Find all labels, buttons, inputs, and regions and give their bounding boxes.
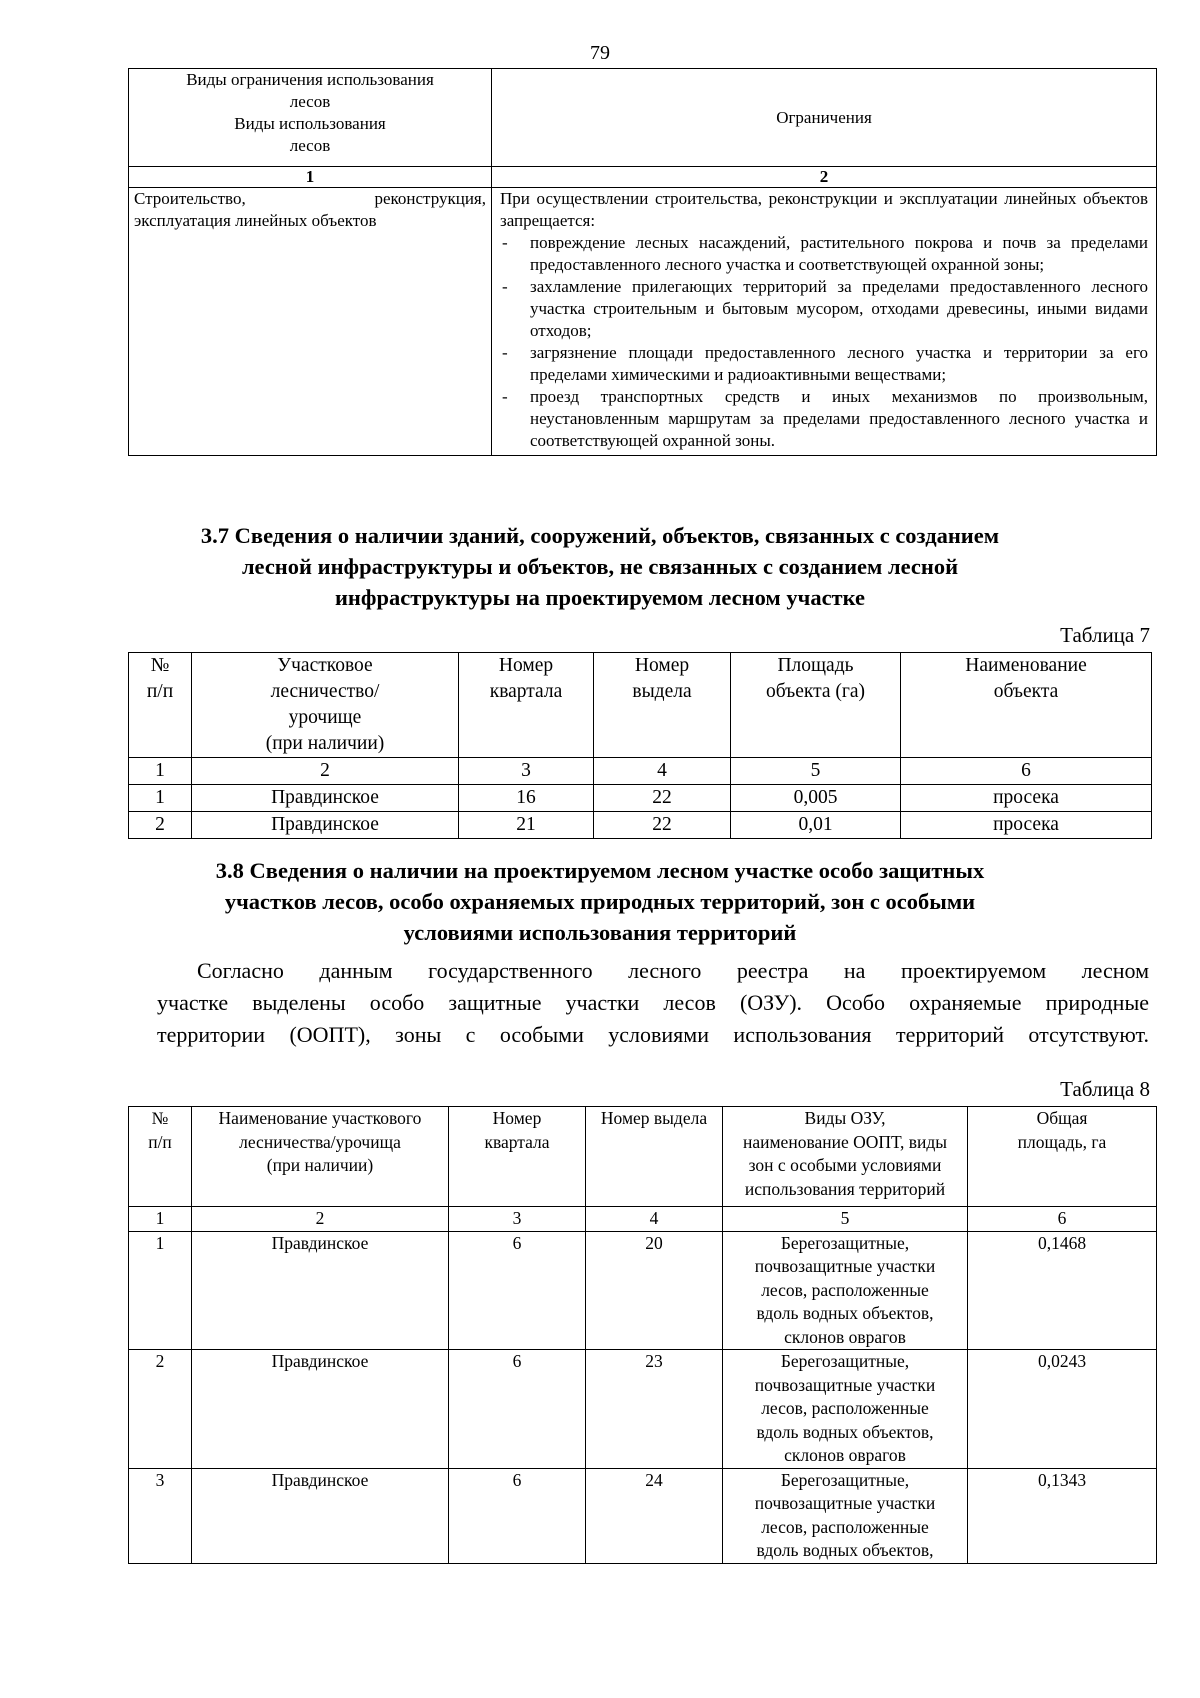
header-line: выдела: [632, 681, 692, 702]
table-row: [129, 1231, 1157, 1350]
header-cell: [449, 1107, 586, 1207]
header-cell: [586, 1107, 723, 1207]
type-line: вдоль водных объектов,: [756, 1421, 934, 1442]
header-cell: [901, 653, 1152, 758]
header-cell: [129, 1107, 192, 1207]
type-line: вдоль водных объектов,: [756, 1540, 934, 1560]
cell-forestry: Правдинское: [192, 1231, 449, 1350]
header-line: лесничество/: [270, 681, 380, 702]
cell-area: 0,01: [731, 812, 901, 839]
cell-quarter: 6: [449, 1468, 586, 1563]
type-line: лесов, расположенные: [761, 1279, 929, 1300]
header-line: зон с особыми условиями: [748, 1155, 942, 1175]
section-3-8-title: [140, 855, 1060, 948]
header-line: лесничества/урочища: [239, 1131, 401, 1152]
header-cell: [192, 653, 459, 758]
header-line: (при наличии): [266, 1155, 374, 1175]
restriction-item: - захламление прилегающих территорий за пределами предоставленного лесного участка строительным и бытовым мусором, отходами древесины, иными видами отходов;: [502, 277, 1148, 340]
column-number-row: [129, 167, 1157, 188]
cell-number: 3: [129, 1468, 192, 1563]
paragraph-line: участке выделены особо защитные участки лесов (ОЗУ). Особо охраняемые природные: [157, 990, 1149, 1015]
table-header-row: [129, 653, 1152, 758]
header-line: лесов: [289, 92, 331, 111]
title-line: участков лесов, особо охраняемых природных территорий, зон с особыми: [224, 889, 976, 914]
cell-ozu-type: [723, 1468, 968, 1563]
header-line: площадь, га: [1017, 1131, 1107, 1152]
paragraph-line: Согласно данным государственного лесного реестра на проектируемом лесном: [197, 958, 1149, 983]
type-line: склонов оврагов: [784, 1326, 906, 1347]
cell-ozu-type: [723, 1350, 968, 1469]
header-line: использования территорий: [744, 1178, 946, 1199]
header-cell: [459, 653, 594, 758]
cell-number: 1: [129, 785, 192, 812]
cell-allotment: 20: [586, 1231, 723, 1350]
column-number: 2: [192, 758, 459, 785]
cell-quarter: 21: [459, 812, 594, 839]
title-line: условиями использования территорий: [403, 920, 797, 945]
header-line: наименование ООПТ, виды: [742, 1131, 948, 1152]
table-row: [129, 812, 1152, 839]
cell-allotment: 22: [594, 785, 731, 812]
header-line: п/п: [146, 681, 174, 702]
cell-number: 1: [129, 1231, 192, 1350]
cell-total-area: 0,1343: [968, 1468, 1157, 1563]
cell-total-area: 0,0243: [968, 1350, 1157, 1469]
header-line: Номер выдела: [600, 1108, 708, 1128]
section-3-8-paragraph: [157, 955, 1149, 1051]
header-cell: [594, 653, 731, 758]
restrictions-cell: [492, 188, 1157, 456]
header-line: Номер: [634, 655, 690, 676]
column-number: 6: [901, 758, 1152, 785]
cell-object-name: просека: [901, 785, 1152, 812]
cell-forestry: Правдинское: [192, 1350, 449, 1469]
cell-forestry: Правдинское: [192, 812, 459, 839]
restriction-text: повреждение лесных насаждений, растительного покрова и почв за пределами предоставленного лесного участка и соответствующей охранной зоны;: [530, 233, 1148, 274]
header-line: Виды использования: [234, 114, 386, 133]
column-number-row: [129, 1207, 1157, 1232]
header-cell: [129, 653, 192, 758]
cell-number: 2: [129, 812, 192, 839]
header-cell: [192, 1107, 449, 1207]
header-line: Номер: [492, 1108, 542, 1128]
column-number: 5: [723, 1207, 968, 1232]
paragraph-line: территории (ООПТ), зоны с особыми условиями использования территорий отсутствуют.: [157, 1022, 1149, 1047]
cell-total-area: 0,1468: [968, 1231, 1157, 1350]
table-8-caption: Таблица 8: [1060, 1077, 1150, 1101]
column-number: 6: [968, 1207, 1157, 1232]
cell-allotment: 23: [586, 1350, 723, 1469]
page-number: 79: [590, 42, 610, 64]
header-line: (при наличии): [265, 733, 385, 754]
header-line: лесов: [289, 136, 331, 155]
use-type-word: Строительство,: [134, 189, 246, 208]
header-line: Виды ограничения использования: [186, 70, 434, 89]
header-line: квартала: [489, 681, 563, 702]
header-line: квартала: [484, 1131, 550, 1152]
table-row: [129, 1468, 1157, 1563]
header-line: Наименование: [965, 655, 1087, 676]
cell-object-name: просека: [901, 812, 1152, 839]
type-line: лесов, расположенные: [761, 1398, 929, 1418]
header-line: п/п: [148, 1131, 172, 1152]
header-line: №: [151, 1108, 169, 1128]
column-number: 2: [492, 167, 1157, 188]
restriction-item: - проезд транспортных средств и иных механизмов по произвольным, неустановленным маршрутам за пределами предоставленного лесного участка и соответствующей охранной зоны.: [502, 387, 1148, 450]
table-row: [129, 188, 1157, 456]
header-line: Номер: [498, 655, 554, 676]
header-line: объекта: [993, 681, 1059, 702]
cell-ozu-type: [723, 1231, 968, 1350]
column-number: 1: [129, 167, 492, 188]
title-line: инфраструктуры на проектируемом лесном участке: [334, 585, 866, 610]
type-line: Берегозащитные,: [780, 1232, 910, 1253]
type-line: Берегозащитные,: [780, 1351, 910, 1371]
cell-allotment: 24: [586, 1468, 723, 1563]
type-line: склонов оврагов: [784, 1445, 906, 1465]
column-number: 3: [449, 1207, 586, 1232]
type-line: почвозащитные участки: [754, 1256, 936, 1276]
table-header-row: [129, 1107, 1157, 1207]
cell-quarter: 6: [449, 1231, 586, 1350]
restrictions-table: [128, 68, 1157, 456]
type-line: почвозащитные участки: [754, 1374, 936, 1395]
column-number: 1: [129, 758, 192, 785]
column-number: 5: [731, 758, 901, 785]
use-type-line: эксплуатация линейных объектов: [134, 211, 377, 230]
column-number: 2: [192, 1207, 449, 1232]
column-number: 4: [586, 1207, 723, 1232]
restriction-text: загрязнение площади предоставленного лесного участка и территории за его пределами химическими и радиоактивными веществами;: [530, 343, 1148, 384]
header-cell-use-types: [129, 69, 492, 167]
type-line: почвозащитные участки: [754, 1493, 936, 1513]
column-number: 3: [459, 758, 594, 785]
restriction-text: захламление прилегающих территорий за пределами предоставленного лесного участка строительным и бытовым мусором, отходами древесины, иными видами отходов;: [530, 277, 1148, 340]
header-line: Виды ОЗУ,: [804, 1108, 886, 1128]
cell-area: 0,005: [731, 785, 901, 812]
use-type-word: реконструкция,: [374, 189, 486, 208]
column-number: 1: [129, 1207, 192, 1232]
restriction-intro: При осуществлении строительства, реконструкции и эксплуатации линейных объектов запрещается:: [500, 189, 1148, 230]
column-number: 4: [594, 758, 731, 785]
table-header-row: [129, 69, 1157, 167]
use-type-line: [134, 188, 486, 210]
restriction-item: - повреждение лесных насаждений, растительного покрова и почв за пределами предоставленного лесного участка и соответствующей охранной зоны;: [502, 233, 1148, 274]
header-line: Общая: [1036, 1108, 1088, 1128]
header-line: №: [150, 655, 170, 676]
use-type-cell: [129, 188, 492, 456]
restriction-item: - загрязнение площади предоставленного лесного участка и территории за его пределами химическими и радиоактивными веществами;: [502, 343, 1148, 384]
cell-quarter: 6: [449, 1350, 586, 1469]
type-line: вдоль водных объектов,: [756, 1303, 934, 1323]
type-line: Берегозащитные,: [780, 1469, 910, 1490]
section-3-7-title: [140, 520, 1060, 613]
table-row: [129, 1350, 1157, 1469]
title-line: 3.8 Сведения о наличии на проектируемом лесном участке особо защитных: [215, 858, 985, 883]
cell-quarter: 16: [459, 785, 594, 812]
restriction-text: проезд транспортных средств и иных механизмов по произвольным, неустановленным маршрутам за пределами предоставленного лесного участка и соответствующей охранной зоны.: [530, 387, 1148, 450]
header-line: Наименование участкового: [218, 1108, 422, 1128]
header-cell: [968, 1107, 1157, 1207]
header-line: Участковое: [277, 655, 373, 676]
header-cell-restrictions: Ограничения: [492, 69, 1157, 167]
table-7: [128, 652, 1152, 839]
table-8: [128, 1106, 1157, 1564]
cell-allotment: 22: [594, 812, 731, 839]
table-row: [129, 785, 1152, 812]
header-line: объекта (га): [765, 681, 866, 702]
column-number-row: [129, 758, 1152, 785]
table-7-caption: Таблица 7: [1060, 623, 1150, 647]
header-line: урочище: [288, 707, 362, 728]
header-line: Площадь: [777, 655, 854, 676]
cell-forestry: Правдинское: [192, 785, 459, 812]
cell-forestry: Правдинское: [192, 1468, 449, 1563]
header-cell: [731, 653, 901, 758]
header-cell: [723, 1107, 968, 1207]
type-line: лесов, расположенные: [761, 1516, 929, 1537]
title-line: 3.7 Сведения о наличии зданий, сооружений, объектов, связанных с созданием: [200, 523, 1000, 548]
title-line: лесной инфраструктуры и объектов, не связанных с созданием лесной: [241, 554, 959, 579]
cell-number: 2: [129, 1350, 192, 1469]
